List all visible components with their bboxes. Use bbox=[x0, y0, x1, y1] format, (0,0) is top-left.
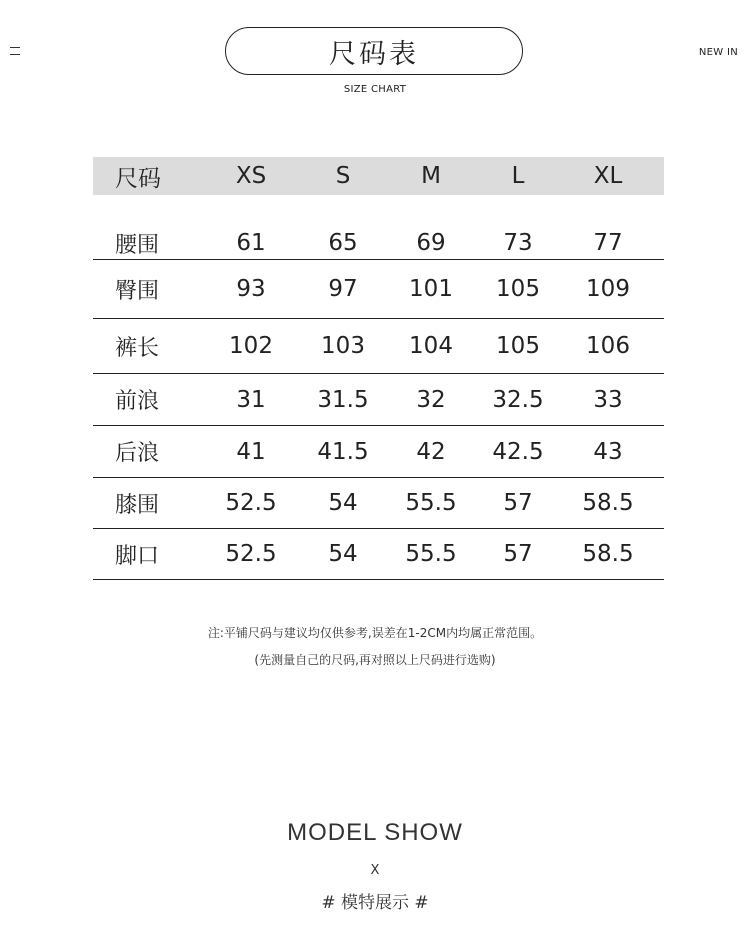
table-cell: 61 bbox=[236, 230, 266, 256]
table-cell: 33 bbox=[593, 386, 623, 413]
menu-icon[interactable] bbox=[10, 44, 20, 58]
table-cell: 106 bbox=[586, 333, 630, 359]
table-cell: 102 bbox=[229, 333, 273, 359]
table-cell: 93 bbox=[236, 276, 266, 302]
table-cell: 55.5 bbox=[405, 490, 457, 516]
table-cell: 101 bbox=[409, 276, 453, 302]
table-cell: 58.5 bbox=[582, 490, 634, 516]
table-header-cell: S bbox=[335, 163, 351, 189]
page-title: 尺码表 bbox=[225, 27, 523, 75]
table-row bbox=[93, 319, 664, 374]
size-chart-table bbox=[93, 157, 664, 580]
table-row bbox=[93, 426, 664, 478]
table-cell: 54 bbox=[328, 541, 358, 567]
table-cell: 109 bbox=[586, 276, 630, 302]
table-row bbox=[93, 529, 664, 580]
model-show-title: MODEL SHOW bbox=[287, 819, 463, 846]
table-cell: 55.5 bbox=[405, 541, 457, 567]
row-label: 臀围 bbox=[115, 278, 160, 304]
row-label: 腰围 bbox=[115, 232, 160, 258]
table-cell: 31 bbox=[236, 386, 266, 413]
table-cell: 105 bbox=[496, 276, 540, 302]
table-cell: 77 bbox=[593, 230, 623, 256]
table-cell: 105 bbox=[496, 333, 540, 359]
model-show-separator: X bbox=[370, 863, 380, 878]
table-row bbox=[93, 374, 664, 426]
table-header-cell: M bbox=[421, 163, 441, 189]
row-label: 裤长 bbox=[115, 335, 160, 361]
size-note: 注:平铺尺码与建议均仅供参考,误差在1-2CM内均属正常范围。 bbox=[207, 626, 543, 640]
table-cell: 73 bbox=[503, 230, 533, 256]
table-cell: 42 bbox=[416, 438, 446, 465]
table-cell: 65 bbox=[328, 230, 358, 256]
row-label: 膝围 bbox=[115, 492, 160, 518]
table-row bbox=[93, 260, 664, 319]
table-cell: 103 bbox=[321, 333, 365, 359]
table-cell: 54 bbox=[328, 490, 358, 516]
table-cell: 41.5 bbox=[317, 438, 369, 465]
table-cell: 32 bbox=[416, 386, 446, 413]
table-header-row bbox=[93, 157, 664, 195]
table-cell: 42.5 bbox=[492, 438, 544, 465]
table-header-cell: 尺码 bbox=[115, 165, 161, 192]
table-cell: 58.5 bbox=[582, 541, 634, 567]
measure-tip: (先测量自己的尺码,再对照以上尺码进行选购) bbox=[254, 653, 496, 667]
table-cell: 32.5 bbox=[492, 386, 544, 413]
page-subtitle: SIZE CHART bbox=[343, 84, 407, 95]
table-header-cell: L bbox=[511, 163, 525, 189]
table-cell: 52.5 bbox=[225, 541, 277, 567]
table-cell: 57 bbox=[503, 541, 533, 567]
table-cell: 97 bbox=[328, 276, 358, 302]
row-label: 脚口 bbox=[115, 543, 160, 569]
table-cell: 52.5 bbox=[225, 490, 277, 516]
table-row bbox=[93, 195, 664, 260]
table-cell: 57 bbox=[503, 490, 533, 516]
table-header-cell: XS bbox=[235, 163, 267, 189]
model-show-subtitle: # 模特展示 # bbox=[321, 893, 429, 913]
table-cell: 69 bbox=[416, 230, 446, 256]
table-cell: 43 bbox=[593, 438, 623, 465]
table-cell: 104 bbox=[409, 333, 453, 359]
table-cell: 31.5 bbox=[317, 386, 369, 413]
table-row bbox=[93, 478, 664, 529]
table-cell: 41 bbox=[236, 438, 266, 465]
row-label: 前浪 bbox=[115, 389, 160, 414]
row-label: 后浪 bbox=[115, 441, 160, 466]
new-in-label: NEW IN bbox=[698, 47, 738, 58]
table-header-cell: XL bbox=[593, 163, 623, 189]
